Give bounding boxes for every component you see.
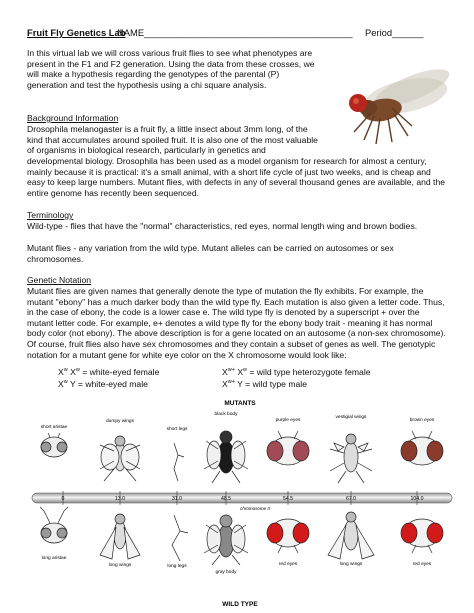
mutant-label-black-body: black body [214, 412, 238, 417]
genotype-wild-types: $X^{w+}$ $X^w$ = wild type heterozygote female $X^{w+}$ Y = wild type male [222, 367, 371, 389]
dumpy-wings-fly-icon [100, 436, 140, 481]
header [27, 27, 447, 41]
mutant-definition: Mutant flies - any variation from the wild type. Mutant alleles can be carried on autosomes or sex chromosomes. [27, 243, 394, 264]
purple-eyes-head-icon [267, 431, 309, 465]
name-field: NAME________________________________________ [117, 27, 353, 38]
background-heading: Background Information [27, 113, 119, 123]
chromosome-bar [32, 493, 452, 503]
wild-label-red-eyes: red eyes [278, 562, 298, 567]
mutants-title: MUTANTS [224, 400, 256, 407]
mutant-illustrations [41, 431, 443, 483]
period-field: Period______ [365, 27, 424, 38]
lab-title: Fruit Fly Genetics Lab [27, 27, 126, 38]
terminology-heading: Terminology [27, 210, 74, 220]
locus-67: 67.0 [345, 496, 357, 502]
wild-labels [42, 555, 432, 575]
wild-label-long-aristae: long aristae [41, 556, 67, 561]
red-eyes-head-icon-2 [401, 519, 443, 553]
background-text-a: Drosophila melanogaster is a fruit fly, a little insect about 3mm long, of the kind that accumulates around spoiled fruit. It is also one of the most valuable of organisms in biological research, particularly in genetics and [27, 124, 318, 156]
locus-48-5: 48.5 [220, 496, 232, 502]
mutant-label-purple-eyes: purple eyes [275, 418, 301, 423]
long-wings-fly-icon-2 [328, 512, 374, 559]
locus-0: 0 [61, 496, 65, 502]
locus-54-5: 54.5 [282, 496, 294, 502]
mutant-label-short-legs: short legs [166, 427, 188, 432]
chromosome-map-diagram [20, 395, 460, 609]
long-wings-fly-icon [100, 514, 140, 559]
wild-type-title: WILD TYPE [222, 601, 258, 608]
fruit-fly-photo [334, 48, 462, 148]
short-legs-icon [174, 443, 184, 481]
long-legs-icon [172, 515, 188, 561]
background-text-b: developmental biology. Drosophila has been used as a model organism for research for almost a century, mainly because it is practical: it's a small animal, with a short life cycle of just two weeks, and is cheap and easy to keep large numbers. Mutant flies, with defects in any of several thousand genes are available, and the entire genome has recently been sequenced. [27, 156, 446, 198]
wild-label-gray-body: gray body [215, 570, 237, 575]
mutant-label-dumpy-wings: dumpy wings [106, 419, 134, 424]
wild-label-long-wings: long wings [108, 563, 132, 568]
short-aristae-head-icon [41, 433, 67, 457]
mutant-label-vestigial-wings: vestigial wings [335, 415, 367, 420]
wild-label-long-wings-2: long wings [339, 562, 363, 567]
genetic-notation-heading: Genetic Notation [27, 275, 92, 285]
wild-label-red-eyes-2: red eyes [412, 562, 432, 567]
wild-label-long-legs: long legs [167, 564, 187, 569]
brown-eyes-head-icon [401, 431, 443, 465]
long-aristae-head-icon [40, 507, 68, 543]
mutant-labels [41, 411, 435, 432]
locus-13: 13.0 [114, 496, 126, 502]
red-eyes-head-icon [267, 519, 309, 553]
gray-body-fly-icon [204, 515, 248, 565]
genotype-white-female: $X^w$ $X^w$ = white-eyed female $X^w$ Y = white-eyed male [58, 367, 160, 389]
intro-paragraph: In this virtual lab we will cross various fruit flies to see what phenotypes are present in the F1 and F2 generation. Using the data from these crosses, we will make a hypothesis regarding the genotypes of the parental (P) generation and test the hypothesis using a chi square analysis. [27, 48, 315, 90]
vestigial-wings-fly-icon [330, 434, 372, 483]
wild-type-definition: Wild-type - flies that have the "normal" characteristics, red eyes, normal length wing and brown bodies. [27, 221, 418, 231]
locus-31: 31.0 [171, 496, 183, 502]
mutant-label-brown-eyes: brown eyes [409, 418, 435, 423]
wild-illustrations [40, 507, 443, 565]
genetic-notation-text: Mutant flies are given names that generally denote the type of mutation the fly exhibits. For example, the mutant "ebony" has a much darker body than the wild type fly. Each mutation is also given a letter code. Thus, in the case of ebony, the code is a lower case e. The wild type fly is denoted by a superscript + over the mutant letter code. For example, e+ denotes a wild type fly for the ebony body trait - meaning it has normal body color (not ebony). The above description is for a gene located on an autosome (a non-sex chromosome). Of course, fruit flies also have sex chromosomes and they contain a subset of genes as well. The genotypic notation for a mutant gene for white eye color on the X chromosome would look like: [27, 286, 446, 360]
locus-104: 104.0 [410, 496, 424, 502]
black-body-fly-icon [204, 431, 248, 483]
chromosome-label: chromosome II [240, 506, 270, 511]
mutant-label-short-aristae: short aristae [40, 425, 68, 430]
